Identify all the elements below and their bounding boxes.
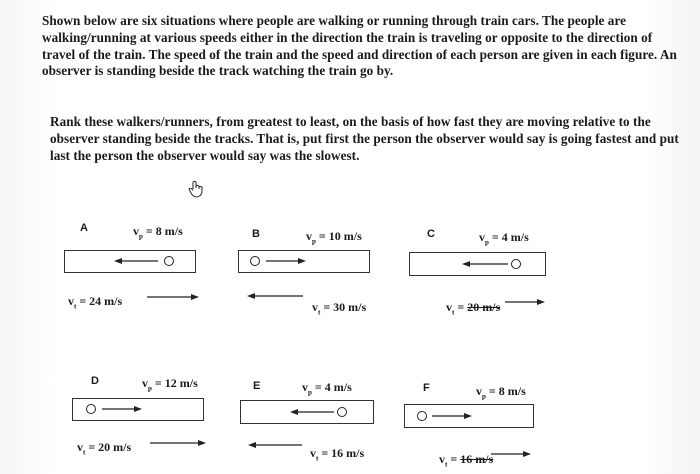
walker-person — [337, 407, 347, 417]
train-speed-label: $v_t = 30$ m/s — [312, 300, 367, 317]
person-speed-label: $v_p = 12$ m/s — [142, 376, 198, 393]
train-direction-arrow — [247, 291, 305, 301]
train-speed-label: $v_t = 20$ m/s — [77, 440, 132, 457]
person-direction-arrow — [266, 256, 306, 266]
train-direction-arrow — [150, 438, 206, 448]
person-speed-label: $v_p = 4$ m/s — [302, 380, 352, 397]
hand-pointer-icon — [188, 180, 204, 198]
person-direction-arrow — [102, 404, 142, 414]
person-direction-arrow — [462, 259, 510, 269]
situation-letter: B — [252, 228, 260, 240]
ranking-instructions: Rank these walkers/runners, from greatest to least, on the basis of how fast they are moving relative to the observer standing beside the tracks. That is, put first the person the observer would say is going fastest and put last the person the observer would say was the slowest. — [50, 114, 679, 163]
train-direction-arrow — [147, 292, 199, 302]
train-direction-arrow — [491, 449, 531, 459]
situation-letter: A — [80, 222, 88, 234]
train-speed-label: $v_t = 24$ m/s — [68, 294, 123, 311]
train-speed-label: $v_t = 20$ m/s — [446, 300, 501, 317]
person-speed-label: $v_p = 8$ m/s — [476, 384, 526, 401]
person-direction-arrow — [432, 411, 472, 421]
intro-paragraph: Shown below are six situations where people are walking or running through train cars. The people are walking/running at various speeds either in the direction the train is traveling or opposite to the direction of travel of the train. The speed of the train and the speed and direction of each person are given in each figure. An observer is standing beside the track watching the train go by. — [42, 13, 677, 79]
situation-letter: F — [423, 382, 430, 394]
walker-person — [86, 404, 96, 414]
train-direction-arrow — [505, 297, 545, 307]
situation-letter: E — [253, 380, 261, 392]
walker-person — [511, 259, 521, 269]
walker-person — [417, 411, 427, 421]
train-speed-label: $v_t = 16$ m/s — [439, 452, 494, 469]
walker-person — [250, 256, 260, 266]
person-speed-label: $v_p = 10$ m/s — [306, 229, 362, 246]
person-speed-label: $v_p = 4$ m/s — [479, 230, 529, 247]
person-direction-arrow — [114, 256, 160, 266]
train-direction-arrow — [248, 440, 304, 450]
situation-letter: D — [91, 375, 99, 387]
person-speed-label: $v_p = 8$ m/s — [133, 224, 183, 241]
person-direction-arrow — [290, 407, 336, 417]
situation-letter: C — [427, 228, 435, 240]
walker-person — [164, 256, 174, 266]
train-speed-label: $v_t = 16$ m/s — [310, 446, 365, 463]
